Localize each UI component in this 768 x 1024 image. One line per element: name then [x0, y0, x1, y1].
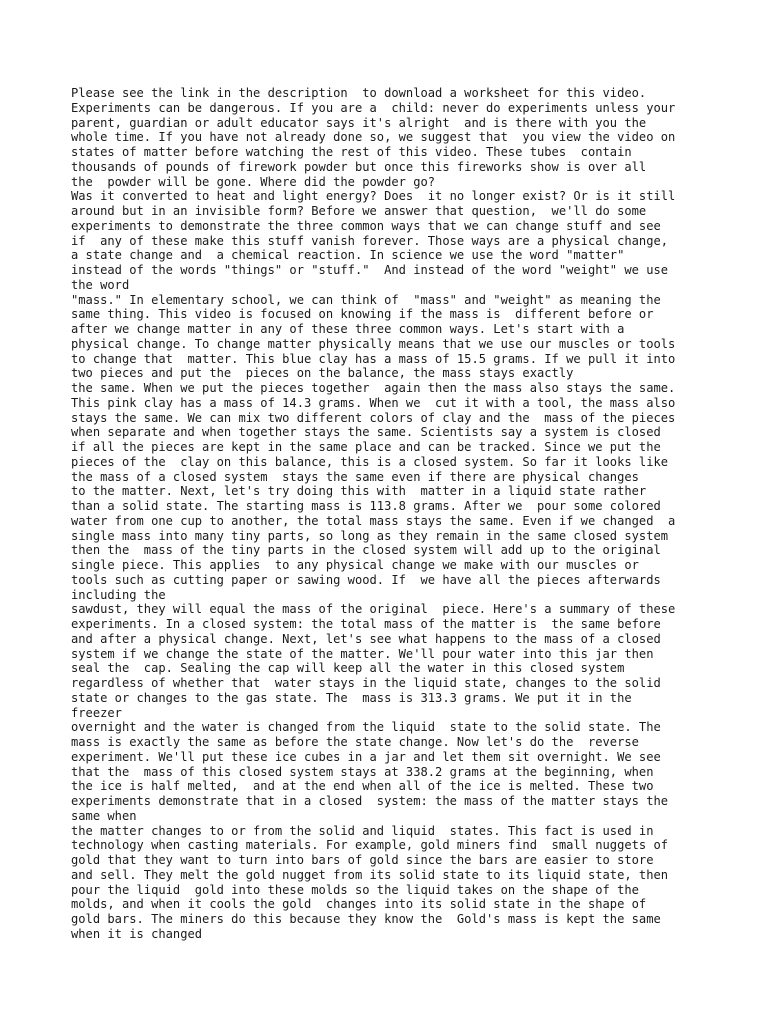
text-line: "mass." In elementary school, we can think of "mass" and "weight" as meaning the [71, 292, 661, 307]
text-line: to change that matter. This blue clay has a mass of 15.5 grams. If we pull it into [71, 351, 676, 366]
text-line: Please see the link in the description to download a worksheet for this video. [71, 86, 647, 100]
text-line: if any of these make this stuff vanish forever. Those ways are a physical change, [71, 233, 669, 248]
text-line: Experiments can be dangerous. If you are a child: never do experiments unless your [71, 100, 676, 115]
text-line: molds, and when it cools the gold changes into its solid state in the shape of [71, 897, 647, 912]
text-line: experiments demonstrate that in a closed system: the mass of the matter stays the [71, 794, 669, 808]
text-line: including the [71, 587, 166, 602]
text-line: than a solid state. The starting mass is 113.8 grams. After we pour some colored [71, 499, 661, 513]
text-line: pieces of the clay on this balance, this is a closed system. So far it looks like [71, 454, 669, 469]
text-line: gold that they want to turn into bars of gold since the bars are easier to store [71, 853, 654, 867]
text-line: single mass into many tiny parts, so long as they remain in the same closed system [71, 528, 669, 543]
text-line: seal the cap. Sealing the cap will keep all the water in this closed system [71, 661, 625, 676]
text-line: sawdust, they will equal the mass of the original piece. Here's a summary of these [71, 602, 676, 617]
text-line: system if we change the state of the matter. We'll pour water into this jar then [71, 646, 654, 661]
text-line: then the mass of the tiny parts in the closed system will add up to the original [71, 543, 661, 558]
text-line: tools such as cutting paper or sawing wood. If we have all the pieces afterwards [71, 572, 661, 587]
text-line: freezer [71, 705, 122, 720]
text-line: when it is changed [71, 926, 203, 941]
text-line: technology when casting materials. For example, gold miners find small nuggets of [71, 838, 669, 853]
text-line: Was it converted to heat and light energy? Does it no longer exist? Or is it still [71, 189, 676, 204]
transcript-text [71, 86, 751, 942]
text-line: instead of the words "things" or "stuff." And instead of the word "weight" we use [71, 263, 669, 277]
text-line: the same. When we put the pieces together again then the mass also stays the same. [71, 381, 676, 395]
text-line: and sell. They melt the gold nugget from its solid state to its liquid state, then [71, 867, 669, 882]
text-line: if all the pieces are kept in the same place and can be tracked. Since we put the [71, 440, 661, 454]
text-line: the matter changes to or from the solid and liquid states. This fact is used in [71, 823, 654, 838]
text-line: the mass of a closed system stays the same even if there are physical changes [71, 469, 639, 484]
text-line: gold bars. The miners do this because they know the Gold's mass is kept the same [71, 912, 661, 926]
text-line: overnight and the water is changed from the liquid state to the solid state. The [71, 720, 661, 735]
text-line: experiments. In a closed system: the total mass of the matter is the same before [71, 617, 661, 631]
text-line: thousands of pounds of firework powder but once this fireworks show is over all [71, 159, 647, 174]
text-line: after we change matter in any of these three common ways. Let's start with a [71, 322, 625, 336]
text-line: the word [71, 277, 130, 292]
text-line: state or changes to the gas state. The mass is 313.3 grams. We put it in the [71, 690, 632, 705]
text-line: states of matter before watching the rest of this video. These tubes contain [71, 145, 632, 159]
text-line: that the mass of this closed system stays at 338.2 grams at the beginning, when [71, 764, 654, 779]
text-line: when separate and when together stays the same. Scientists say a system is closed [71, 425, 661, 440]
text-line: regardless of whether that water stays in the liquid state, changes to the solid [71, 676, 661, 690]
text-line: experiment. We'll put these ice cubes in a jar and let them sit overnight. We see [71, 749, 661, 764]
text-line: to the matter. Next, let's try doing this with matter in a liquid state rather [71, 484, 647, 499]
text-line: parent, guardian or adult educator says it's alright and is there with you the [71, 115, 647, 130]
text-line: and after a physical change. Next, let's see what happens to the mass of a closed [71, 631, 661, 646]
text-line: water from one cup to another, the total mass stays the same. Even if we changed a [71, 513, 676, 528]
text-line: the ice is half melted, and at the end when all of the ice is melted. These two [71, 779, 654, 794]
text-line: This pink clay has a mass of 14.3 grams. When we cut it with a tool, the mass also [71, 395, 676, 410]
text-line: experiments to demonstrate the three common ways that we can change stuff and see [71, 218, 661, 233]
text-line: single piece. This applies to any physical change we make with our muscles or [71, 558, 639, 572]
text-line: around but in an invisible form? Before we answer that question, we'll do some [71, 204, 647, 218]
text-line: the powder will be gone. Where did the powder go? [71, 174, 436, 189]
text-line: same when [71, 808, 137, 823]
text-line: same thing. This video is focused on knowing if the mass is different before or [71, 307, 654, 322]
text-line: mass is exactly the same as before the state change. Now let's do the reverse [71, 735, 639, 749]
text-line: stays the same. We can mix two different colors of clay and the mass of the pieces [71, 410, 676, 425]
text-line: two pieces and put the pieces on the balance, the mass stays exactly [71, 366, 574, 381]
text-line: a state change and a chemical reaction. In science we use the word "matter" [71, 248, 625, 263]
text-line: pour the liquid gold into these molds so the liquid takes on the shape of the [71, 882, 639, 897]
text-line: whole time. If you have not already done so, we suggest that you view the video on [71, 130, 676, 145]
text-line: physical change. To change matter physically means that we use our muscles or tools [71, 336, 676, 351]
